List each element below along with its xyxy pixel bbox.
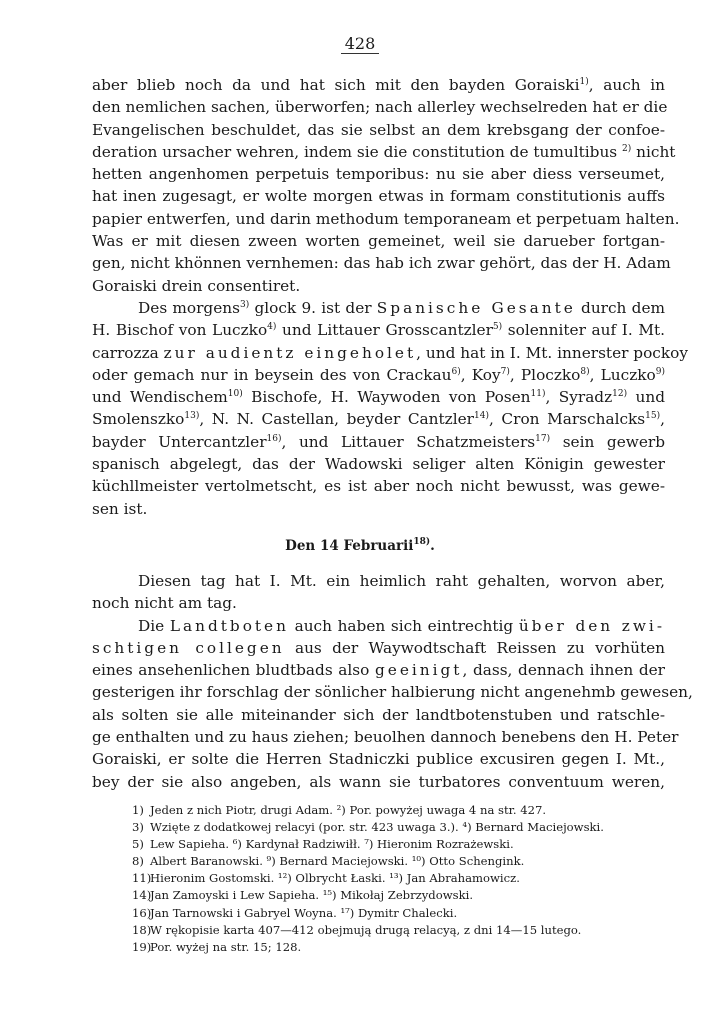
text-line: Smolenszko$^{13)}$, N. N. Castellan, beyder Cantzler$^{14)}$, Cron Marschalcks$^{15)}$, <box>92 410 665 429</box>
footnote-ref: 1) <box>579 77 589 87</box>
text-line: gen, nicht khönnen vernhemen: das hab ich zwar gehört, das der H. Adam <box>92 254 671 273</box>
footnote-ref: 5) <box>492 322 503 333</box>
text-line: den nemlichen sachen, überworfen; nach allerley wechselreden hat er die <box>92 98 668 117</box>
footnote: 11)Hieronim Gostomski. ¹²) Olbrycht Łaski. ¹³) Jan Abrahamowicz. <box>132 871 520 886</box>
footnote-ref: 7) <box>500 366 510 377</box>
text-line: und Wendischem$^{10)}$ Bischofe, H. Waywoden von Posen$^{11)}$, Syradz$^{12)}$ und <box>92 388 666 407</box>
footnote: 16)Jan Tarnowski i Gabryel Woyna. ¹⁷) Dymitr Chalecki. <box>132 905 458 920</box>
footnote-ref: 16) <box>266 433 282 444</box>
text-line: Diesen tag hat I. Mt. ein heimlich raht gehalten, worvon aber, <box>138 572 665 590</box>
footnote-ref: 18) <box>413 537 431 547</box>
footnote-ref: 13) <box>184 411 200 422</box>
text-line: bey der sie also angeben, als wann sie turbatores conventuum weren, <box>92 772 665 791</box>
footnote-ref: 6) <box>451 366 461 377</box>
footnote-ref: 10) <box>227 389 243 400</box>
footnote-ref: 8) <box>580 366 590 377</box>
footnote-ref: 3) <box>239 299 250 310</box>
text-line: Goraiski, er solte die Herren Stadniczki publice excusiren gegen I. Mt., <box>92 750 665 769</box>
footnote: 1) Jeden z nich Piotr, drugi Adam. ²) Por. powyżej uwaga 4 na str. 427. <box>132 803 547 817</box>
text-line: Des morgens$^{3)}$ glock 9. ist der Spanische Gesante durch dem <box>138 298 665 317</box>
text-line: Goraiski drein consentiret. <box>92 276 301 295</box>
text-line: küchllmeister vertolmetscht, es ist aber noch nicht bewusst, was gewe- <box>92 477 665 496</box>
text-line: oder gemach nur in beysein des von Crackau$^{6)}$, Koy$^{7)}$, Ploczko$^{8)}$, Luczko$^{9)}$ <box>92 365 666 384</box>
text-line: spanisch abgelegt, das der Wadowski seliger alten Königin gewester <box>92 455 665 474</box>
footnote: 14)Jan Zamoyski i Lew Sapieha. ¹⁵) Mikołaj Zebrzydowski. <box>132 888 474 903</box>
footnote-ref: 2) <box>622 143 632 154</box>
text-line: noch nicht am tag. <box>92 594 237 613</box>
text-line: H. Bischof von Luczko$^{4)}$ und Littauer Grosscantzler$^{5)}$ solenniter auf I. Mt. <box>92 321 665 340</box>
text-line: Evangelischen beschuldet, das sie selbst an dem krebsgang der confoe- <box>92 120 665 139</box>
text-line: Die Landtboten auch haben sich eintrechtig über den zwi- <box>138 616 665 635</box>
date-heading: Den 14 Februarii$^{18)}$. <box>285 537 435 554</box>
footnote: 8) Albert Baranowski. ⁹) Bernard Maciejowski. ¹⁰) Otto Schengink. <box>132 854 525 869</box>
footnote-ref: 12) <box>612 389 628 400</box>
text-line: gesterigen ihr forschlag der sönlicher halbierung nicht angenehmb gewesen, <box>92 683 693 702</box>
text-line: hetten angenhomen perpetuis temporibus: nu sie aber diess verseumet, <box>92 165 665 184</box>
footnote: 18)W rękopisie karta 407—412 obejmują drugą relacyą, z dni 14—15 lutego. <box>132 922 582 937</box>
paragraph-1 <box>92 74 688 520</box>
paragraph-3 <box>92 570 693 793</box>
footnote: 19)Por. wyżej na str. 15; 128. <box>132 939 302 954</box>
text-line: Was er mit diesen zween worten gemeinet, weil sie darueber fortgan- <box>92 232 665 251</box>
footnote: 3) Wzięte z dodatkowej relacyi (por. str. 423 uwaga 3.). ⁴) Bernard Maciejowski. <box>132 820 604 835</box>
footnote-ref: 14) <box>474 411 489 422</box>
footnote-ref: 17) <box>535 433 551 444</box>
text-line: carrozza zur audientz eingeholet, und hat in I. Mt. innerster pockoy <box>92 343 688 362</box>
footnote-ref: 11) <box>530 389 546 400</box>
text-line: deration ursacher wehren, indem sie die constitution de tumultibus $^{2)}$ nicht <box>92 142 676 161</box>
text-line: sen ist. <box>92 499 148 518</box>
page-number: 428 <box>0 34 720 54</box>
text-line: papier entwerfen, und darin methodum temporaneam et perpetuam halten. <box>92 209 680 228</box>
footnotes <box>132 802 632 956</box>
footnote: 5) Lew Sapieha. ⁶) Kardynał Radziwiłł. ⁷) Hieronim Rozrażewski. <box>132 837 514 852</box>
text-line: bayder Untercantzler$^{16)}$, und Littauer Schatzmeisters$^{17)}$ sein gewerb <box>92 432 666 451</box>
text-line: eines ansehenlichen bludtbads also geeinigt, dass, dennach ihnen der <box>92 661 665 680</box>
footnote-ref: 9) <box>655 366 666 377</box>
text-line: hat inen zugesagt, er wolte morgen etwas in formam constitutionis auffs <box>92 187 665 206</box>
text-line: ge enthalten und zu haus ziehen; beuolhen dannoch benebens den H. Peter <box>92 728 679 747</box>
footnote-ref: 15) <box>645 411 661 422</box>
text-line: als solten sie alle miteinander sich der landtbotenstuben und ratschle- <box>92 705 665 724</box>
text-line: aber blieb noch da und hat sich mit den bayden Goraiski$^{1)}$, auch in <box>92 76 666 94</box>
text-line: schtigen collegen aus der Waywodtschaft Reissen zu vorhüten <box>92 638 665 657</box>
footnote-ref: 4) <box>267 322 277 333</box>
